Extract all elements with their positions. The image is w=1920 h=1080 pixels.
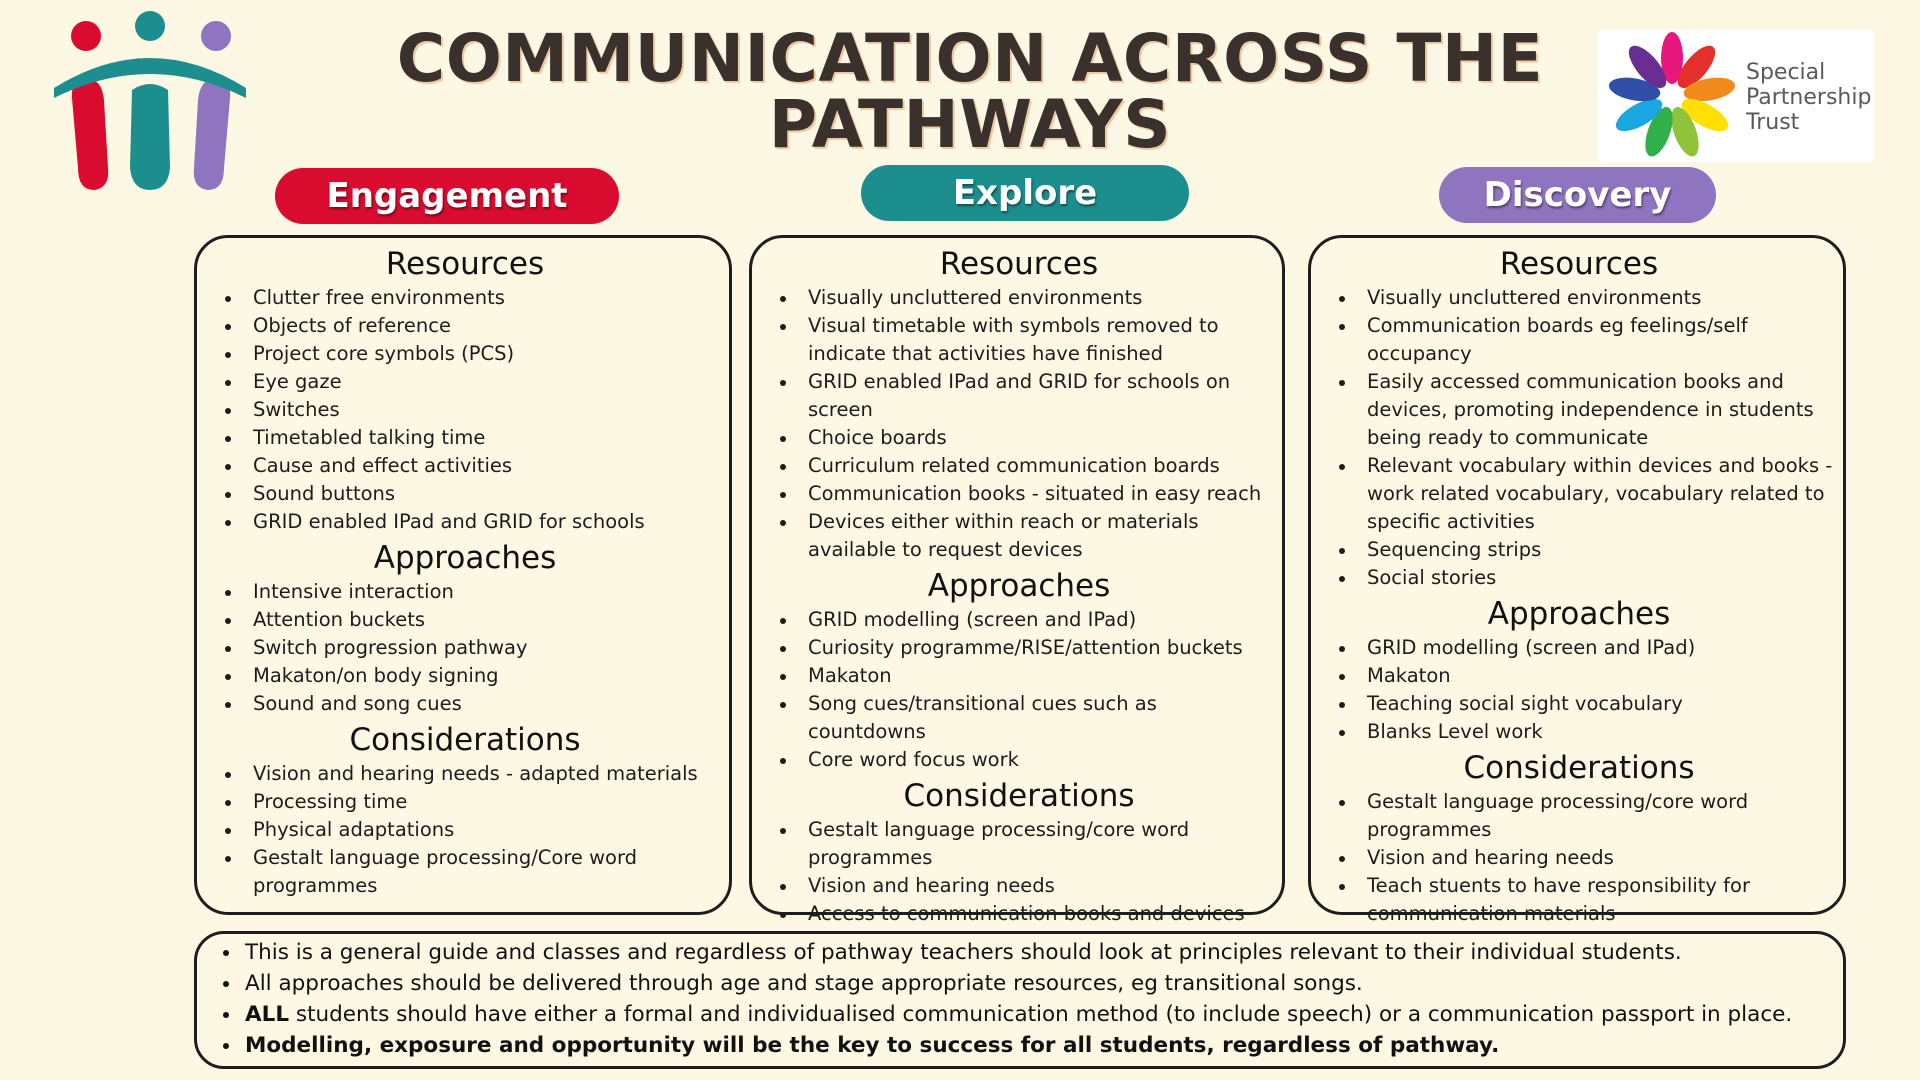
considerations-list-item: Vision and hearing needs - adapted materials bbox=[211, 760, 719, 788]
people-group-icon bbox=[52, 8, 248, 193]
note-item bbox=[211, 937, 1833, 968]
approaches-heading: Approaches bbox=[373, 540, 557, 576]
approaches-list bbox=[766, 606, 1272, 774]
considerations-list bbox=[1325, 788, 1833, 928]
considerations-list-item: Gestalt language processing/Core word programmes bbox=[211, 844, 719, 900]
considerations-list-item: Vision and hearing needs bbox=[766, 872, 1272, 900]
note-text: students should have either a formal and individualised communication method (to include speech) or a communication passport in place. bbox=[289, 1002, 1793, 1027]
considerations-list-item: Gestalt language processing/core word programmes bbox=[766, 816, 1272, 872]
title-line-2: PATHWAYS bbox=[768, 86, 1172, 163]
considerations-list-item: Gestalt language processing/core word programmes bbox=[1325, 788, 1833, 844]
resources-list-item: Communication boards eg feelings/self occupancy bbox=[1325, 312, 1833, 368]
approaches-heading: Approaches bbox=[1487, 596, 1671, 632]
resources-list-item: Relevant vocabulary within devices and books - work related vocabulary, vocabulary related to specific activities bbox=[1325, 452, 1833, 536]
approaches-list-item: GRID modelling (screen and IPad) bbox=[766, 606, 1272, 634]
engagement-pill: Engagement bbox=[275, 168, 619, 224]
trust-logo bbox=[1598, 30, 1874, 162]
page-title bbox=[340, 20, 1600, 163]
note-item bbox=[211, 968, 1833, 999]
resources-list-item: Visually uncluttered environments bbox=[766, 284, 1272, 312]
considerations-list-item: Processing time bbox=[211, 788, 719, 816]
approaches-list-item: Song cues/transitional cues such as countdowns bbox=[766, 690, 1272, 746]
considerations-list-item: Physical adaptations bbox=[211, 816, 719, 844]
note-text: All approaches should be delivered through age and stage appropriate resources, eg transitional songs. bbox=[245, 971, 1363, 996]
resources-list-item: Clutter free environments bbox=[211, 284, 719, 312]
resources-list-item: Communication books - situated in easy reach bbox=[766, 480, 1272, 508]
note-text: This is a general guide and classes and regardless of pathway teachers should look at principles relevant to their individual students. bbox=[245, 940, 1682, 965]
explore-pill: Explore bbox=[861, 165, 1189, 221]
resources-heading: Resources bbox=[939, 246, 1099, 282]
considerations-list-item: Teach stuents to have responsibility for communication materials bbox=[1325, 872, 1833, 928]
considerations-list-item: Access to communication books and devices bbox=[766, 900, 1272, 928]
approaches-list-item: Curiosity programme/RISE/attention buckets bbox=[766, 634, 1272, 662]
approaches-list bbox=[1325, 634, 1833, 746]
considerations-list-item: Vision and hearing needs bbox=[1325, 844, 1833, 872]
resources-list-item: Visual timetable with symbols removed to indicate that activities have finished bbox=[766, 312, 1272, 368]
considerations-heading: Considerations bbox=[1463, 750, 1695, 786]
trust-name bbox=[1746, 60, 1871, 135]
approaches-list-item: Intensive interaction bbox=[211, 578, 719, 606]
resources-list-item: GRID enabled IPad and GRID for schools bbox=[211, 508, 719, 536]
approaches-list-item: Switch progression pathway bbox=[211, 634, 719, 662]
approaches-list-item: Attention buckets bbox=[211, 606, 719, 634]
approaches-list-item: Makaton/on body signing bbox=[211, 662, 719, 690]
resources-list-item: Social stories bbox=[1325, 564, 1833, 592]
approaches-list-item: Makaton bbox=[766, 662, 1272, 690]
discovery-pill: Discovery bbox=[1439, 167, 1716, 223]
discovery-panel bbox=[1308, 235, 1846, 925]
resources-list-item: Project core symbols (PCS) bbox=[211, 340, 719, 368]
engagement-panel bbox=[194, 235, 732, 915]
considerations-heading: Considerations bbox=[349, 722, 581, 758]
resources-list-item: Sound buttons bbox=[211, 480, 719, 508]
approaches-list-item: Sound and song cues bbox=[211, 690, 719, 718]
resources-list bbox=[211, 284, 719, 536]
resources-list-item: Sequencing strips bbox=[1325, 536, 1833, 564]
resources-list-item: Easily accessed communication books and devices, promoting independence in students being ready to communicate bbox=[1325, 368, 1833, 452]
resources-list-item: Curriculum related communication boards bbox=[766, 452, 1272, 480]
general-notes bbox=[194, 931, 1846, 1069]
note-text-bold: Modelling, exposure and opportunity will be the key to success for all students, regardless of pathway. bbox=[245, 1033, 1500, 1058]
title-line-1: COMMUNICATION ACROSS THE bbox=[396, 20, 1544, 97]
approaches-list-item: Blanks Level work bbox=[1325, 718, 1833, 746]
petal-flower-icon bbox=[1602, 30, 1742, 162]
resources-list-item: Objects of reference bbox=[211, 312, 719, 340]
approaches-list-item: Core word focus work bbox=[766, 746, 1272, 774]
resources-list bbox=[766, 284, 1272, 564]
note-emphasis: ALL bbox=[245, 1002, 290, 1027]
resources-list-item: Devices either within reach or materials available to request devices bbox=[766, 508, 1272, 564]
resources-heading: Resources bbox=[1499, 246, 1659, 282]
approaches-heading: Approaches bbox=[927, 568, 1111, 604]
approaches-list-item: Teaching social sight vocabulary bbox=[1325, 690, 1833, 718]
note-item bbox=[211, 1030, 1833, 1061]
resources-list-item: GRID enabled IPad and GRID for schools on screen bbox=[766, 368, 1272, 424]
resources-list bbox=[1325, 284, 1833, 592]
resources-list-item: Switches bbox=[211, 396, 719, 424]
resources-list-item: Cause and effect activities bbox=[211, 452, 719, 480]
considerations-heading: Considerations bbox=[903, 778, 1135, 814]
resources-list-item: Timetabled talking time bbox=[211, 424, 719, 452]
explore-panel bbox=[749, 235, 1285, 925]
resources-heading: Resources bbox=[385, 246, 545, 282]
trust-name-line-1: Special bbox=[1746, 60, 1826, 85]
trust-name-line-3: Trust bbox=[1746, 110, 1800, 135]
considerations-list bbox=[211, 760, 719, 900]
resources-list-item: Eye gaze bbox=[211, 368, 719, 396]
resources-list-item: Choice boards bbox=[766, 424, 1272, 452]
considerations-list bbox=[766, 816, 1272, 928]
resources-list-item: Visually uncluttered environments bbox=[1325, 284, 1833, 312]
trust-name-line-2: Partnership bbox=[1746, 85, 1872, 110]
note-item bbox=[211, 999, 1833, 1030]
approaches-list bbox=[211, 578, 719, 718]
approaches-list-item: GRID modelling (screen and IPad) bbox=[1325, 634, 1833, 662]
approaches-list-item: Makaton bbox=[1325, 662, 1833, 690]
